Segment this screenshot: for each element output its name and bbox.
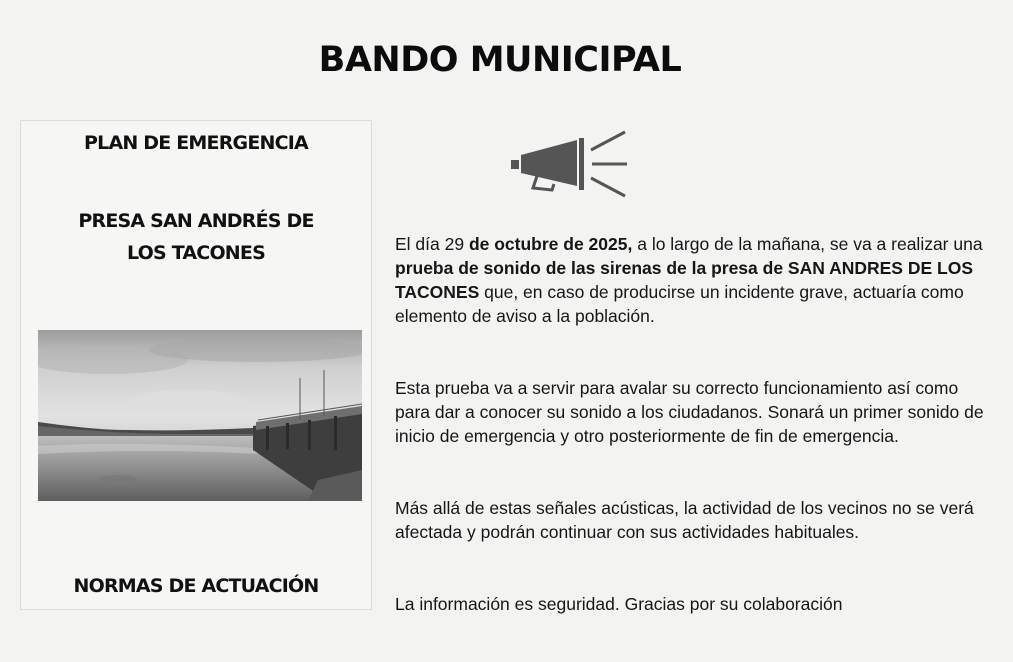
panel-heading: PLAN DE EMERGENCIA: [84, 132, 308, 154]
notice-timing: a lo largo de la mañana, se va a realizar una: [632, 234, 983, 254]
emergency-plan-panel: [20, 120, 372, 610]
panel-footer: NORMAS DE ACTUACIÓN: [73, 575, 319, 597]
dam-name-line2: LOS TACONES: [127, 242, 265, 264]
notice-paragraph-3: Más allá de estas señales acústicas, la actividad de los vecinos no se verá afectada y podrán continuar con sus actividades habituales.: [395, 498, 974, 542]
dam-photo: [38, 330, 362, 501]
notice-paragraph-4: La información es seguridad. Gracias por su colaboración: [395, 594, 843, 614]
notice-highlight: prueba de sonido de las sirenas de la presa de SAN ANDRES DE LOS TACONES: [395, 258, 973, 302]
notice-date-intro: El día 29: [395, 234, 469, 254]
page-title: BANDO MUNICIPAL: [318, 40, 682, 80]
notice-paragraph-1: [395, 232, 995, 328]
megaphone-icon: [507, 128, 632, 200]
notice-paragraph-2: Esta prueba va a servir para avalar su correcto funcionamiento así como para dar a conocer su sonido a los ciudadanos. Sonará un primer sonido de inicio de emergencia y otro posteriormente de fin de emergencia.: [395, 378, 984, 446]
dam-name-line1: PRESA SAN ANDRÉS DE: [78, 210, 314, 232]
notice-purpose: que, en caso de producirse un incidente grave, actuaría como elemento de aviso a la población.: [395, 282, 964, 326]
notice-date: de octubre de 2025,: [468, 234, 633, 254]
